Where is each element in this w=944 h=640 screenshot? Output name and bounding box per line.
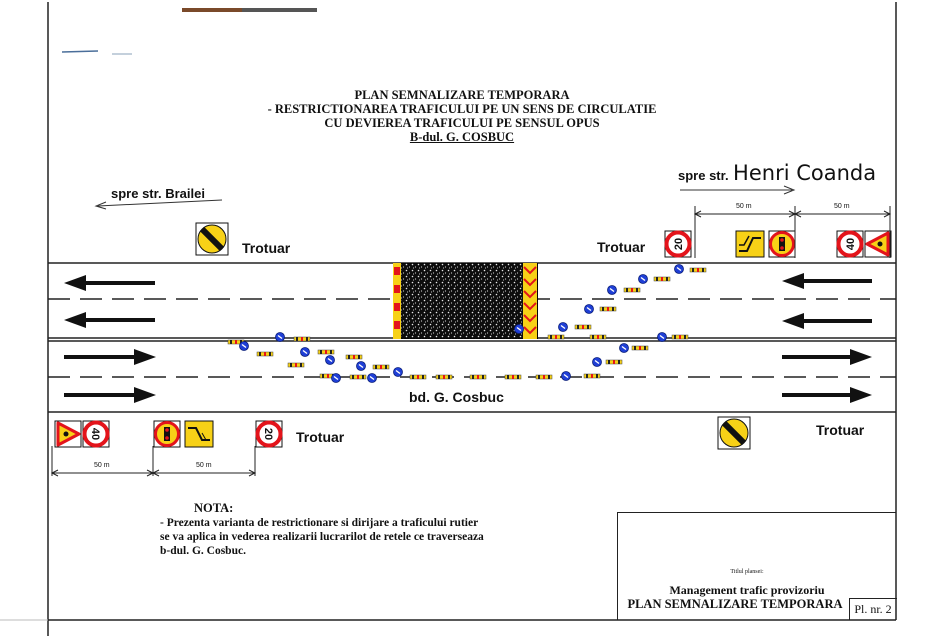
dimension-label-2: 50 m bbox=[834, 203, 850, 210]
plan-subtitle-1: - RESTRICTIONAREA TRAFICULUI PE UN SENS DE CIRCULATIE bbox=[267, 102, 657, 116]
title-block-line-1: Management trafic provizoriu bbox=[669, 583, 825, 597]
speed-limit-40-text-bottom: 40 bbox=[89, 427, 101, 441]
title-block-line-2: PLAN SEMNALIZARE TEMPORARA bbox=[627, 597, 843, 611]
sidewalk-label-bottom-left: Trotuar bbox=[296, 429, 345, 445]
nota-title: NOTA: bbox=[194, 501, 234, 515]
title-block bbox=[617, 512, 896, 620]
direction-right-prefix: spre str. bbox=[678, 168, 729, 183]
speed-limit-40-text-top: 40 bbox=[845, 237, 857, 251]
plan-street-title: B-dul. G. COSBUC bbox=[409, 130, 515, 144]
nota-line-1: - Prezenta varianta de restrictionare si dirijare a traficului rutier bbox=[160, 517, 479, 529]
sidewalk-label-top-right: Trotuar bbox=[597, 239, 646, 255]
sidewalk-label-bottom-right: Trotuar bbox=[816, 422, 865, 438]
street-name-label: bd. G. Cosbuc bbox=[409, 389, 504, 405]
speed-limit-20-text-top: 20 bbox=[673, 237, 685, 251]
dimension-label-4: 50 m bbox=[196, 462, 212, 469]
dimension-label-1: 50 m bbox=[736, 203, 752, 210]
sidewalk-label-top-left: Trotuar bbox=[242, 240, 291, 256]
direction-left-label: spre str. Brailei bbox=[111, 186, 205, 201]
title-block-caption: Titlul plansei: bbox=[730, 569, 764, 575]
sheet-number: Pl. nr. 2 bbox=[854, 602, 892, 616]
sheet-number-cell bbox=[849, 598, 897, 620]
nota-line-3: b-dul. G. Cosbuc. bbox=[160, 545, 246, 557]
plan-title: PLAN SEMNALIZARE TEMPORARA bbox=[354, 88, 570, 102]
speed-limit-20-text-bottom: 20 bbox=[262, 427, 274, 441]
plan-subtitle-2: CU DEVIEREA TRAFICULUI PE SENSUL OPUS bbox=[324, 116, 600, 130]
nota-line-2: se va aplica in vederea realizarii lucrarilot de retele ce traverseaza bbox=[160, 531, 484, 543]
direction-right-name: Henri Coanda bbox=[733, 161, 877, 185]
dimension-label-3: 50 m bbox=[94, 462, 110, 469]
